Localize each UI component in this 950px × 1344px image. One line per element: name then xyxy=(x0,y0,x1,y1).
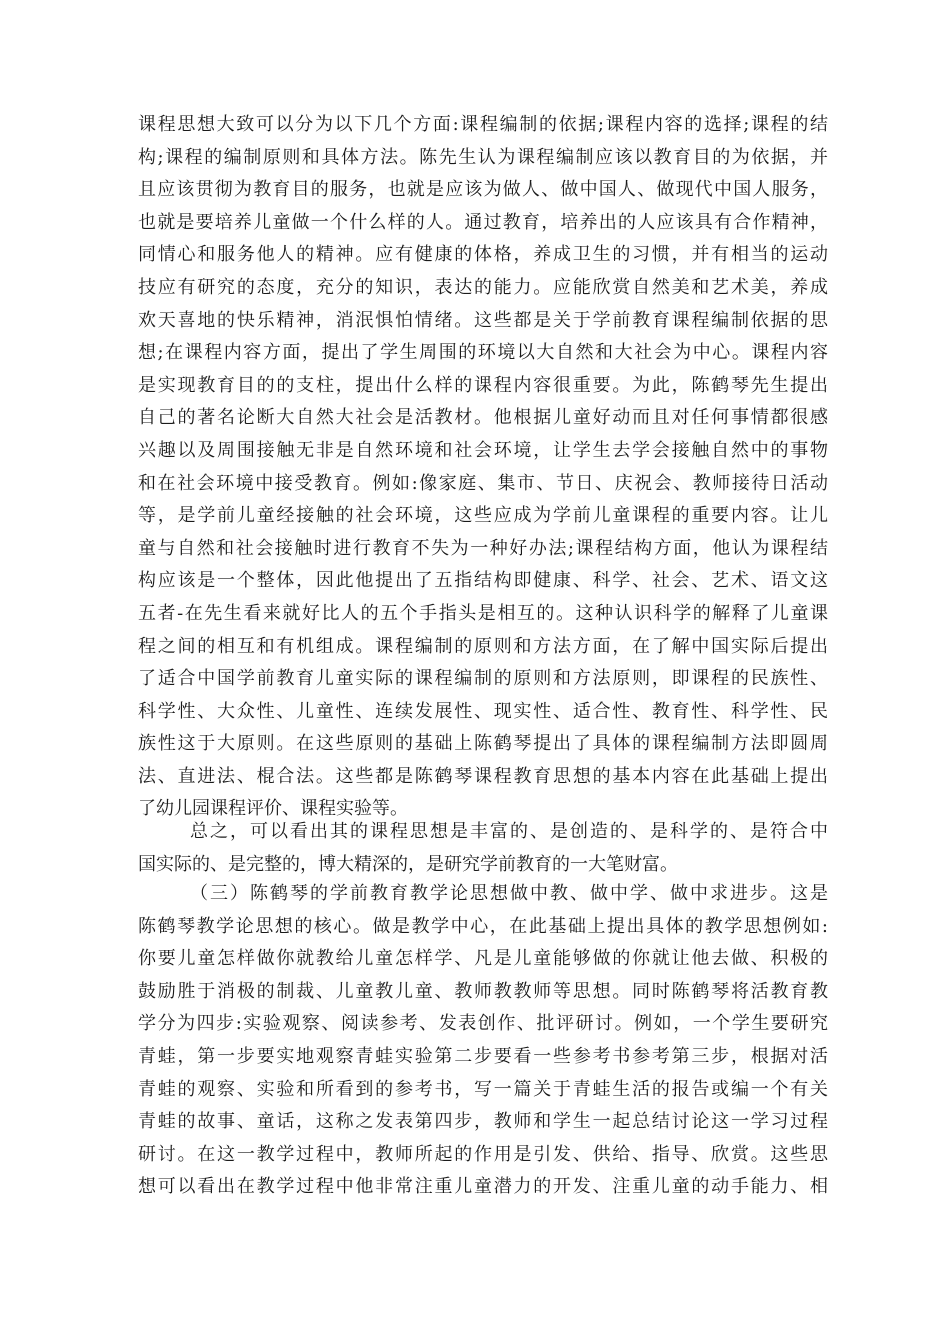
text-line: 想;在课程内容方面，提出了学生周围的环境以大自然和大社会为中心。课程内容 xyxy=(138,342,828,364)
paragraph-curriculum-thought xyxy=(138,109,828,826)
text-line: 程之间的相互和有机组成。课程编制的原则和方法方面，在了解中国实际后提出 xyxy=(138,635,828,657)
text-line: 兴趣以及周围接触无非是自然环境和社会环境，让学生去学会接触自然中的事物 xyxy=(138,439,828,461)
text-line: 构;课程的编制原则和具体方法。陈先生认为课程编制应该以教育目的为依据，并 xyxy=(138,146,828,168)
text-line: 技应有研究的态度，充分的知识，表达的能力。应能欣赏自然美和艺术美，养成 xyxy=(138,276,828,298)
text-line: 且应该贯彻为教育目的服务，也就是应该为做人、做中国人、做现代中国人服务， xyxy=(138,179,828,201)
paragraph-summary xyxy=(138,816,828,881)
text-line: 青蛙的观察、实验和所看到的参考书，写一篇关于青蛙生活的报告或编一个有关 xyxy=(138,1078,828,1100)
text-line: 课程思想大致可以分为以下几个方面:课程编制的依据;课程内容的选择;课程的结 xyxy=(138,114,828,135)
text-line: 国实际的、是完整的，博大精深的，是研究学前教育的一大笔财富。 xyxy=(138,853,678,875)
text-line: 族性这于大原则。在这些原则的基础上陈鹤琴提出了具体的课程编制方法即圆周 xyxy=(138,733,828,755)
text-line: 陈鹤琴教学论思想的核心。做是教学中心，在此基础上提出具体的教学思想例如: xyxy=(138,915,828,937)
text-line: 构应该是一个整体，因此他提出了五指结构即健康、科学、社会、艺术、语文这 xyxy=(138,570,828,592)
text-line: 也就是要培养儿童做一个什么样的人。通过教育，培养出的人应该具有合作精神， xyxy=(138,211,828,233)
text-line: 五者-在先生看来就好比人的五个手指头是相互的。这种认识科学的解释了儿童课 xyxy=(138,602,828,624)
text-line: 等，是学前儿童经接触的社会环境，这些应成为学前儿童课程的重要内容。让儿 xyxy=(138,505,828,527)
text-line: 科学性、大众性、儿童性、连续发展性、现实性、适合性、教育性、科学性、民 xyxy=(138,700,828,722)
text-line: 童与自然和社会接触时进行教育不失为一种好办法;课程结构方面，他认为课程结 xyxy=(138,537,828,559)
text-line: 法、直进法、棍合法。这些都是陈鹤琴课程教育思想的基本内容在此基础上提出 xyxy=(138,765,828,787)
text-line: 是实现教育目的的支柱，提出什么样的课程内容很重要。为此，陈鹤琴先生提出 xyxy=(138,374,828,396)
text-line: 学分为四步:实验观察、阅读参考、发表创作、批评研讨。例如，一个学生要研究 xyxy=(138,1013,828,1035)
text-line: 了幼儿园课程评价、课程实验等。 xyxy=(138,798,408,820)
text-line: 研讨。在这一教学过程中，教师所起的作用是引发、供给、指导、欣赏。这些思 xyxy=(138,1143,828,1165)
text-line: 你要儿童怎样做你就教给儿童怎样学、凡是儿童能够做的你就让他去做、积极的 xyxy=(138,948,828,970)
text-line: 鼓励胜于消极的制裁、儿童教儿童、教师教教师等思想。同时陈鹤琴将活教育教 xyxy=(138,980,828,1002)
text-line: 想可以看出在教学过程中他非常注重儿童潜力的开发、注重儿童的动手能力、相 xyxy=(138,1176,828,1198)
text-line: 总之，可以看出其的课程思想是丰富的、是创造的、是科学的、是符合中 xyxy=(190,821,828,842)
text-line: 青蛙，第一步要实地观察青蛙实验第二步要看一些参考书参考第三步，根据对活 xyxy=(138,1045,828,1067)
paragraph-teaching-theory xyxy=(138,878,828,1204)
text-line: 了适合中国学前教育儿童实际的课程编制的原则和方法原则，即课程的民族性、 xyxy=(138,668,828,690)
text-line: 欢天喜地的快乐精神，消泯惧怕情绪。这些都是关于学前教育课程编制依据的思 xyxy=(138,309,828,331)
text-line: 和在社会环境中接受教育。例如:像家庭、集市、节日、庆祝会、教师接待日活动 xyxy=(138,472,828,494)
text-line: 自己的著名论断大自然大社会是活教材。他根据儿童好动而且对任何事情都很感 xyxy=(138,407,828,429)
text-line: （三）陈鹤琴的学前教育教学论思想做中教、做中学、做中求进步。这是 xyxy=(190,883,828,904)
text-line: 同情心和服务他人的精神。应有健康的体格，养成卫生的习惯，并有相当的运动 xyxy=(138,244,828,266)
text-line: 青蛙的故事、童话，这称之发表第四步，教师和学生一起总结讨论这一学习过程 xyxy=(138,1111,828,1133)
